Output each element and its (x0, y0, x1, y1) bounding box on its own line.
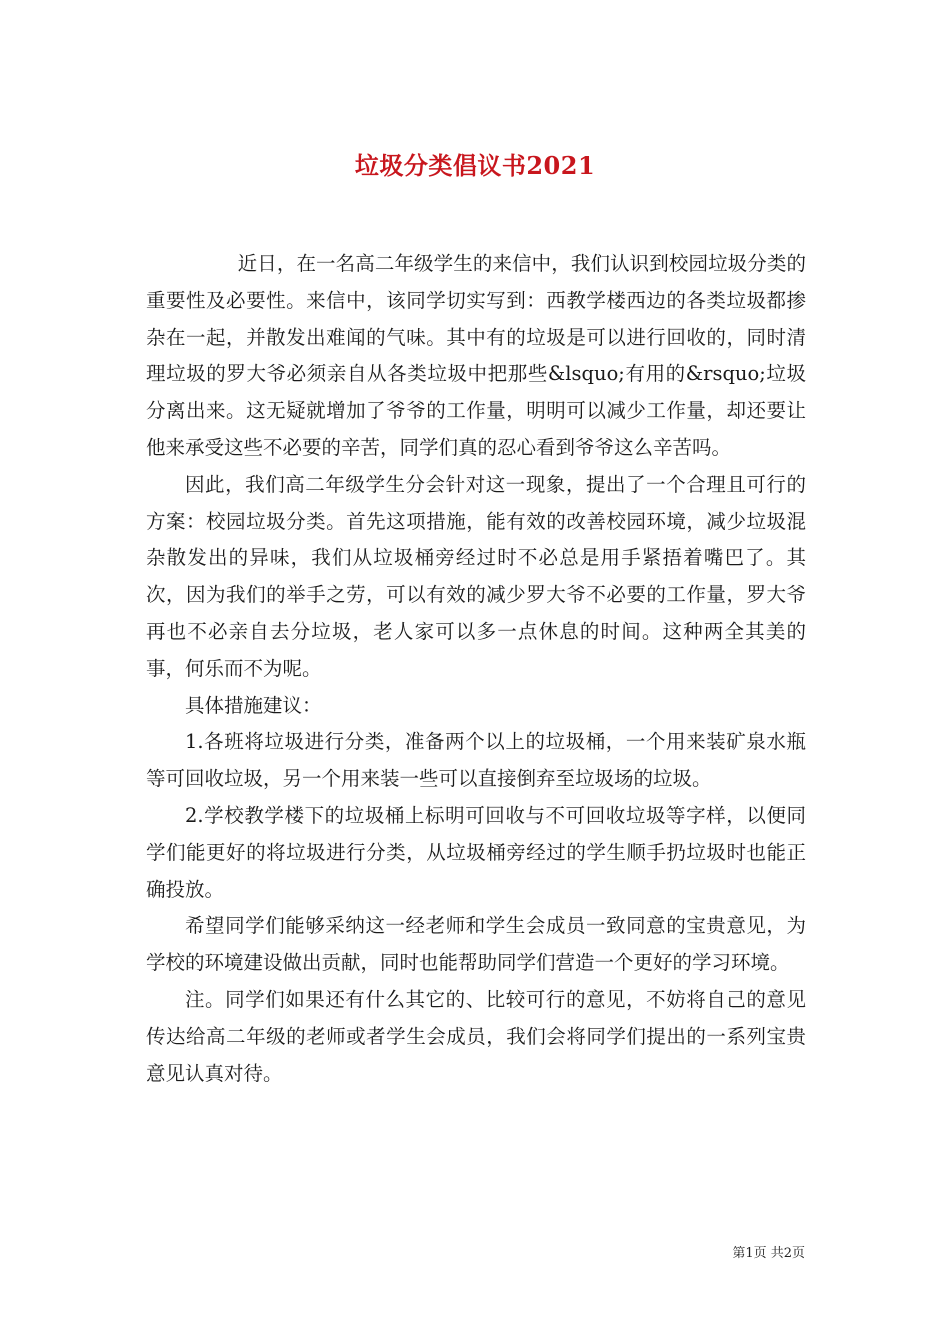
paragraph-intro: 近日，在一名高二年级学生的来信中，我们认识到校园垃圾分类的重要性及必要性。来信中，该同学切实写到：西教学楼西边的各类垃圾都掺杂在一起，并散发出难闻的气味。其中有的垃圾是可以进行回收的，同时清理垃圾的罗大爷必须亲自从各类垃圾中把那些&lsquo;有用的&rsquo;垃圾分离出来。这无疑就增加了爷爷的工作量，明明可以减少工作量，却还要让他来承受这些不必要的辛苦，同学们真的忍心看到爷爷这么辛苦吗。 (146, 252, 806, 459)
paragraph-measures-heading: 具体措施建议： (185, 693, 322, 717)
page-title: 垃圾分类倡议书2021 (354, 151, 596, 181)
paragraph-measure-1: 1.各班将垃圾进行分类，准备两个以上的垃圾桶，一个用来装矿泉水瓶等可回收垃圾，另一个用来装一些可以直接倒弃至垃圾场的垃圾。 (146, 730, 806, 791)
paragraph-measure-2: 2.学校教学楼下的垃圾桶上标明可回收与不可回收垃圾等字样，以便同学们能更好的将垃圾进行分类，从垃圾桶旁经过的学生顺手扔垃圾时也能正确投放。 (146, 803, 806, 901)
page-number: 第1页 共2页 (732, 1246, 805, 1261)
paragraph-hope: 希望同学们能够采纳这一经老师和学生会成员一致同意的宝贵意见，为学校的环境建设做出贡献，同时也能帮助同学们营造一个更好的学习环境。 (146, 914, 806, 975)
paragraph-proposal: 因此，我们高二年级学生分会针对这一现象，提出了一个合理且可行的方案：校园垃圾分类。首先这项措施，能有效的改善校园环境，减少垃圾混杂散发出的异味，我们从垃圾桶旁经过时不必总是用手紧捂着嘴巴了。其次，因为我们的举手之劳，可以有效的减少罗大爷不必要的工作量，罗大爷再也不必亲自去分垃圾，老人家可以多一点休息的时间。这种两全其美的事，何乐而不为呢。 (146, 472, 806, 680)
document-body (146, 246, 806, 1092)
paragraph-note: 注。同学们如果还有什么其它的、比较可行的意见，不妨将自己的意见传达给高二年级的老师或者学生会成员，我们会将同学们提出的一系列宝贵意见认真对待。 (146, 987, 806, 1085)
